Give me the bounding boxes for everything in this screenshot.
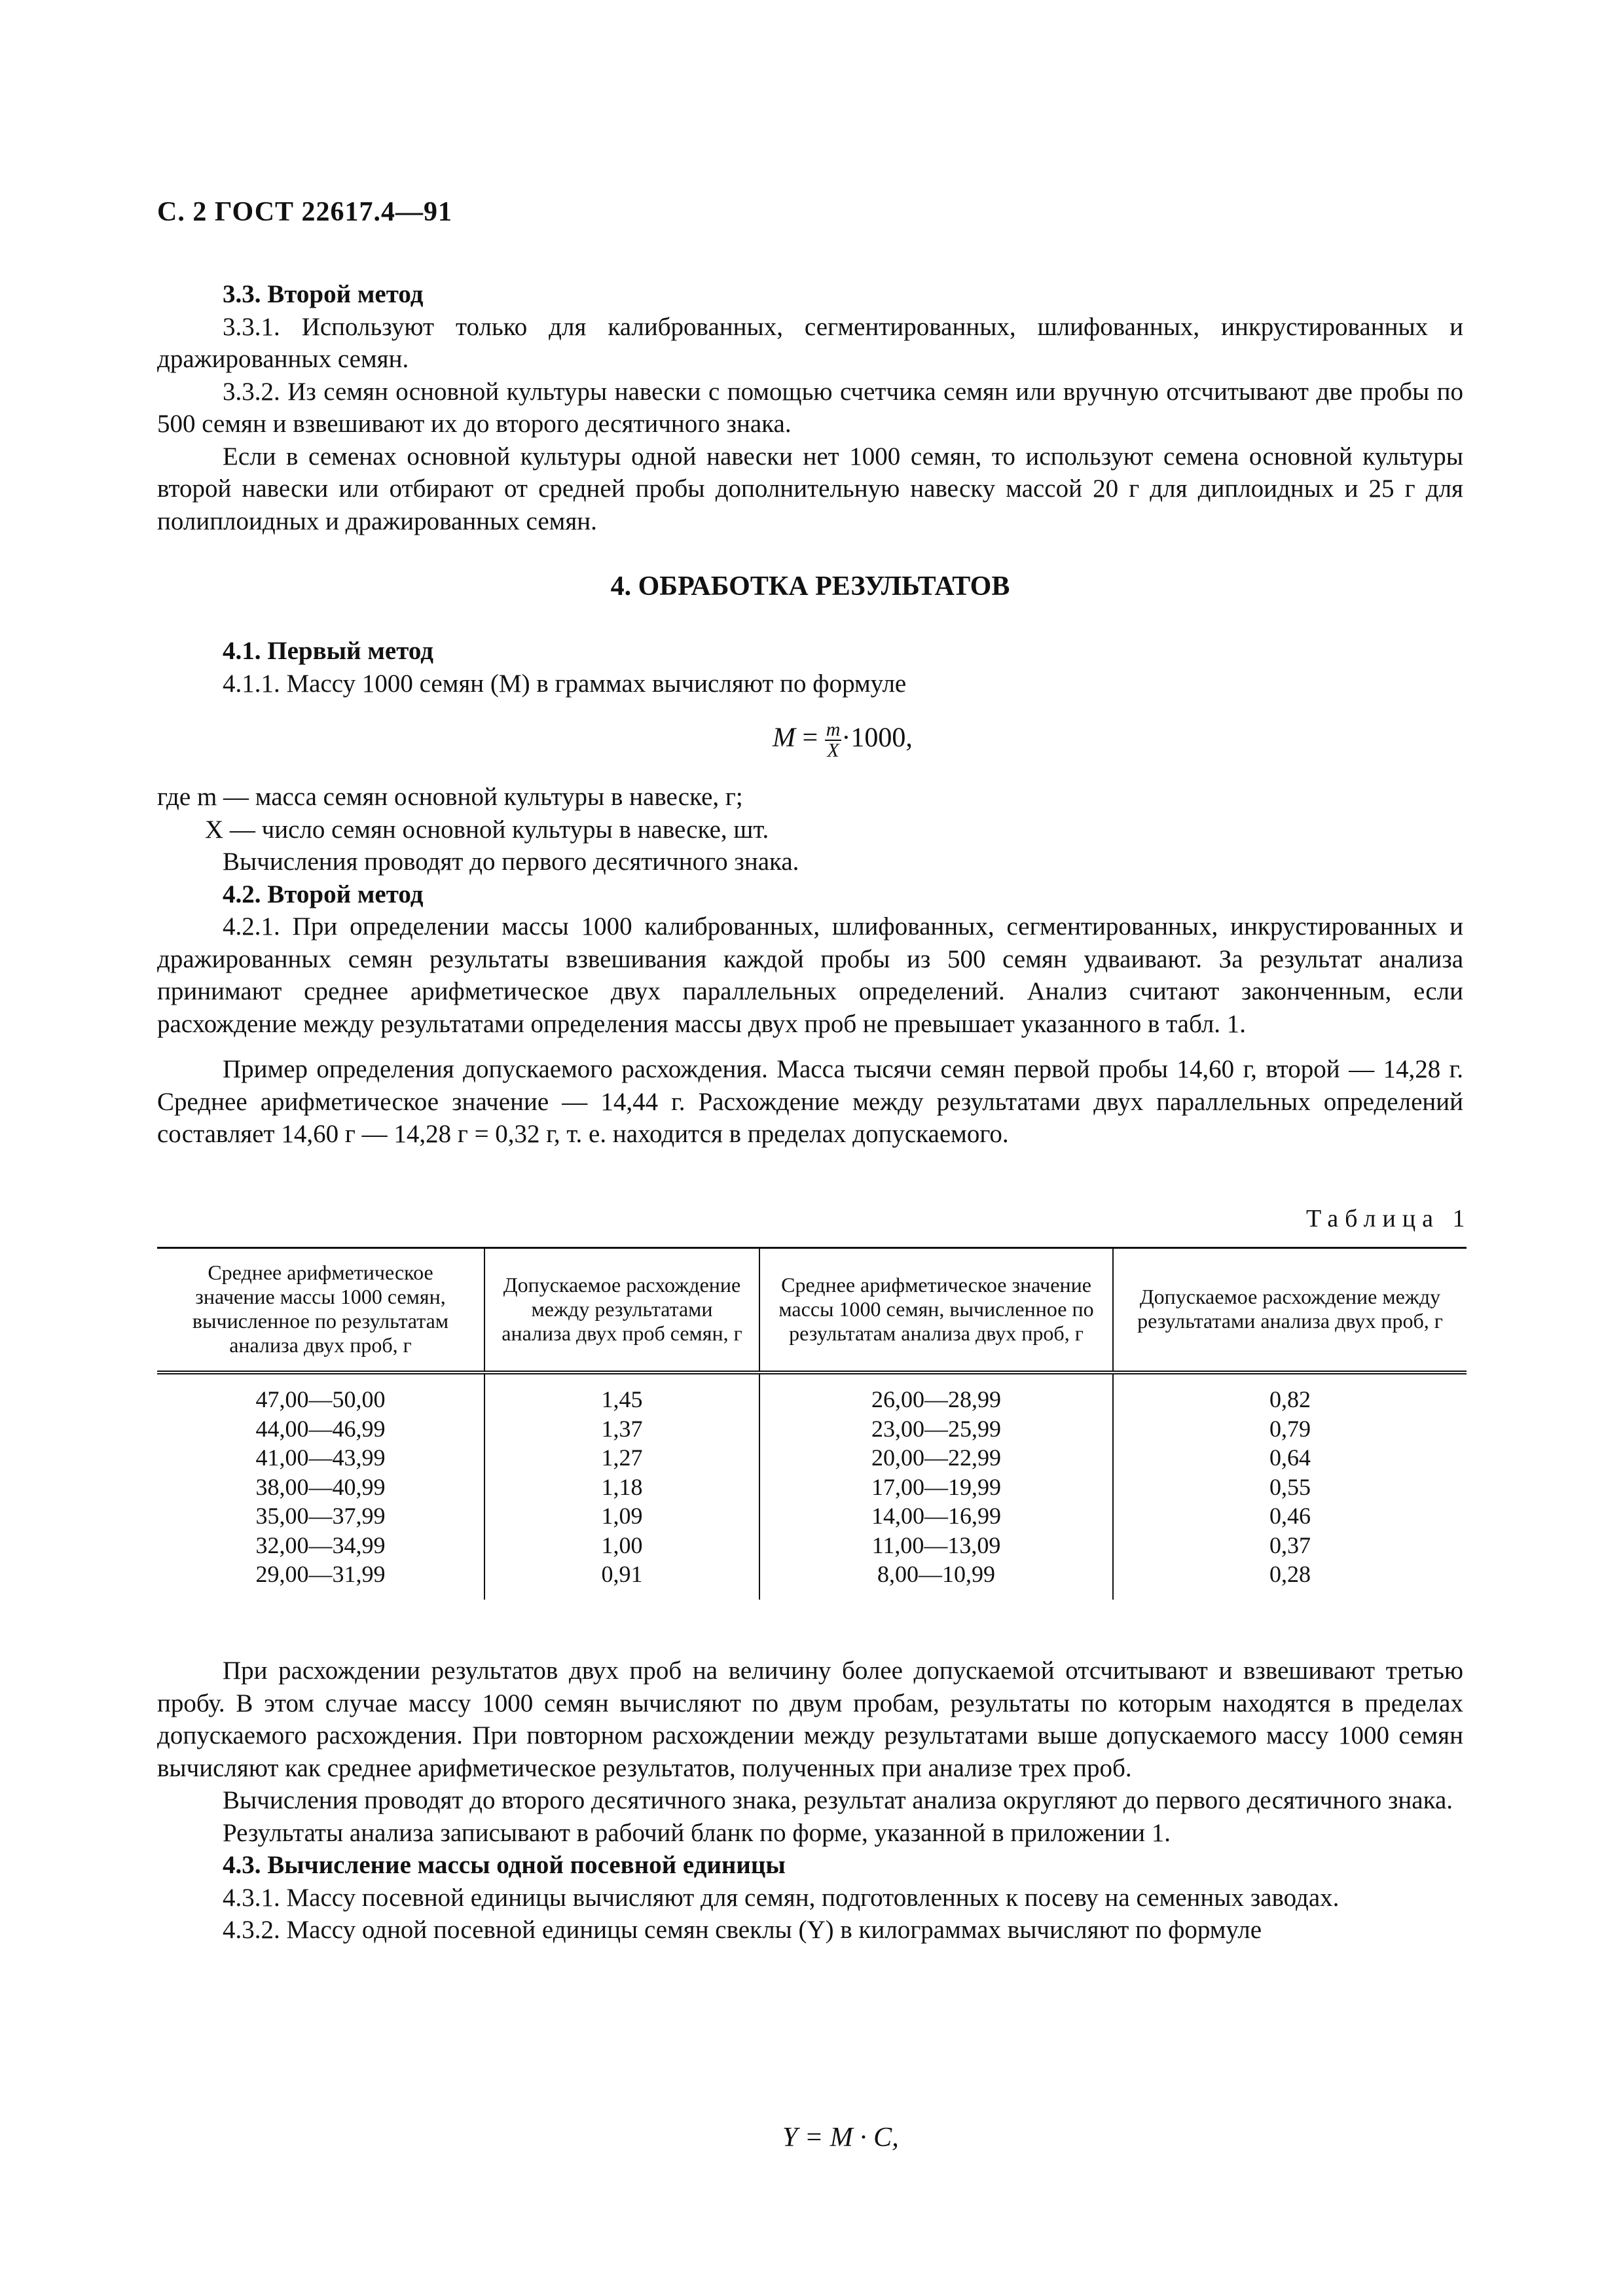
table-cell: 0,91	[601, 1561, 643, 1587]
paragraph-calc-precision-2: Вычисления проводят до второго десятичного знака, результат анализа округляют до первого десятичного знака.	[223, 1786, 1453, 1814]
table-label: Таблица 1	[1306, 1205, 1472, 1232]
table-col-1	[157, 1372, 484, 1600]
table-col-2	[484, 1372, 759, 1600]
table-cell: 35,00—37,99	[255, 1503, 386, 1529]
formula-fraction	[825, 720, 842, 761]
calc-precision-1: Вычисления проводят до первого десятичного знака.	[223, 848, 799, 876]
table-cell: 0,64	[1269, 1444, 1311, 1471]
table-cell: 11,00—13,09	[871, 1532, 1001, 1558]
paragraph-4-2-1: 4.2.1. При определении массы 1000 калиброванных, шлифованных, сегментированных, инкрустированных и дражированных семян результаты взвешивания каждой пробы из 500 семян удваивают. За результат анализа принимают среднее арифметическое двух параллельных определений. Анализ считают законченным, если расхождение между результатами определения массы двух проб не превышает указанного в табл. 1.	[157, 912, 1463, 1038]
example-paragraph: Пример определения допускаемого расхождения. Масса тысячи семян первой пробы 14,60 г, второй — 14,28 г. Среднее арифметическое значение — 14,44 г. Расхождение между результатами двух параллельных определений составляет 14,60 г — 14,28 г = 0,32 г, т. е. находится в пределах допускаемого.	[157, 1055, 1463, 1148]
table-cell: 0,79	[1269, 1415, 1311, 1442]
table-cell: 0,28	[1269, 1561, 1311, 1587]
paragraph-record-results: Результаты анализа записывают в рабочий бланк по форме, указанной в приложении 1.	[223, 1818, 1171, 1847]
table-cell: 1,27	[601, 1444, 643, 1471]
paragraph-3-3-1: 3.3.1. Используют только для калиброванных, сегментированных, шлифованных, инкрустированных и дражированных семян.	[157, 312, 1463, 373]
table-cell: 32,00—34,99	[255, 1532, 386, 1558]
table-cell: 23,00—25,99	[871, 1415, 1001, 1442]
table-cell: 41,00—43,99	[255, 1444, 386, 1471]
table-cell: 0,55	[1269, 1473, 1311, 1500]
table-cell: 20,00—22,99	[871, 1444, 1001, 1471]
formula-numerator: m	[826, 719, 841, 740]
page-header: С. 2 ГОСТ 22617.4—91	[157, 197, 453, 227]
table-cell: 47,00—50,00	[255, 1386, 386, 1412]
table-cell: 0,82	[1269, 1386, 1311, 1412]
table-header-1: Среднее арифметическое значение массы 1000 семян, вычисленное по результатам анализа двух проб, г	[157, 1248, 484, 1373]
paragraph-4-3-2: 4.3.2. Массу одной посевной единицы семян свеклы (Y) в килограммах вычисляют по формуле	[223, 1916, 1262, 1944]
table-cell: 1,45	[601, 1386, 643, 1412]
tolerance-table	[157, 1247, 1467, 1600]
paragraph-4-1-1: 4.1.1. Массу 1000 семян (M) в граммах вычисляют по формуле	[223, 669, 907, 698]
table-cell: 17,00—19,99	[871, 1473, 1001, 1500]
table-cell: 0,37	[1269, 1532, 1311, 1558]
table-cell: 1,37	[601, 1415, 643, 1442]
formula-equals: =	[802, 723, 818, 753]
paragraph-4-3-1: 4.3.1. Массу посевной единицы вычисляют для семян, подготовленных к посеву на семенных заводах.	[223, 1883, 1340, 1912]
section-4-3-title: 4.3. Вычисление массы одной посевной единицы	[223, 1851, 786, 1879]
section-after-table	[157, 1655, 1463, 1946]
table-row	[157, 1372, 1467, 1600]
table-cell: 29,00—31,99	[255, 1561, 386, 1587]
formula-seed-unit-mass: Y = M · C,	[782, 2123, 899, 2153]
table-cell: 1,00	[601, 1532, 643, 1558]
table-cell: 1,18	[601, 1473, 643, 1500]
table-header-row	[157, 1248, 1467, 1373]
section-4-title: 4. ОБРАБОТКА РЕЗУЛЬТАТОВ	[610, 571, 1010, 601]
formula-rhs: ·1000,	[841, 723, 913, 753]
table-cell: 38,00—40,99	[255, 1473, 386, 1500]
table-header-4: Допускаемое расхождение между результатами анализа двух проб, г	[1113, 1248, 1467, 1373]
table-col-3	[759, 1372, 1113, 1600]
section-3-3-title: 3.3. Второй метод	[223, 280, 424, 308]
table-header-2: Допускаемое расхождение между результатами анализа двух проб семян, г	[484, 1248, 759, 1373]
table-cell: 44,00—46,99	[255, 1415, 386, 1442]
paragraph-discrepancy: При расхождении результатов двух проб на величину более допускаемой отсчитывают и взвешивают третью пробу. В этом случае массу 1000 семян вычисляют по двум пробам, результаты по которым находятся в пределах допускаемого расхождения. При повторном расхождении между результатами выше допускаемого массу 1000 семян вычисляют как среднее арифметическое результатов, полученных при анализе трех проб.	[157, 1657, 1463, 1782]
section-3-3	[157, 278, 1463, 537]
section-4-1	[157, 635, 1463, 700]
table-cell: 8,00—10,99	[877, 1561, 995, 1587]
section-4-1-where	[157, 781, 1463, 1151]
formula-mass-1000	[773, 720, 913, 761]
paragraph-3-3-2: 3.3.2. Из семян основной культуры навески с помощью счетчика семян или вручную отсчитывают две пробы по 500 семян и взвешивают их до второго десятичного знака.	[157, 377, 1463, 438]
table-header-3: Среднее арифметическое значение массы 1000 семян, вычисленное по результатам анализа двух проб, г	[759, 1248, 1113, 1373]
table-cell: 26,00—28,99	[871, 1386, 1001, 1412]
formula-denominator: X	[827, 740, 839, 761]
formula-lhs: M	[773, 723, 795, 753]
where-m: где m — масса семян основной культуры в навеске, г;	[157, 783, 743, 811]
table-cell: 1,09	[601, 1503, 643, 1529]
table-cell: 14,00—16,99	[871, 1503, 1001, 1529]
section-4-2-title: 4.2. Второй метод	[223, 880, 424, 908]
paragraph-3-3-extra: Если в семенах основной культуры одной навески нет 1000 семян, то используют семена основной культуры второй навески или отбирают от средней пробы дополнительную навеску массой 20 г для диплоидных и 25 г для полиплоидных и дражированных семян.	[157, 442, 1463, 535]
table-col-4	[1113, 1372, 1467, 1600]
section-4-1-title: 4.1. Первый метод	[223, 637, 433, 665]
where-x: X — число семян основной культуры в навеске, шт.	[205, 815, 769, 844]
table-cell: 0,46	[1269, 1503, 1311, 1529]
